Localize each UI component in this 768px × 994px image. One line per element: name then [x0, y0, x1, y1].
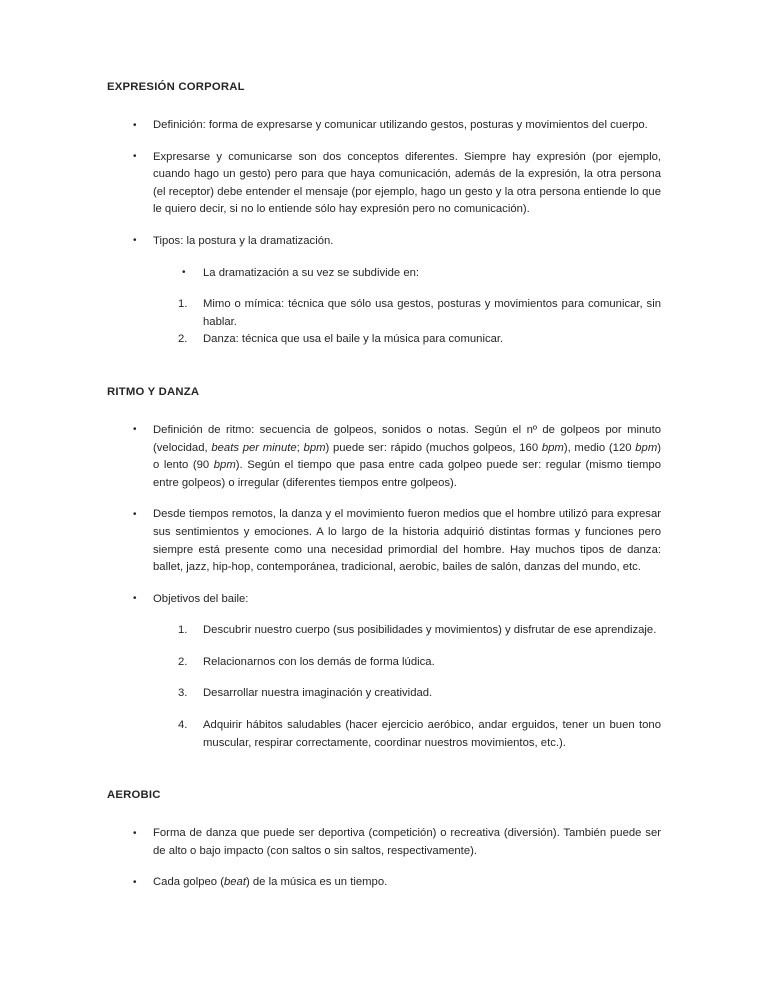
list-item: • La dramatización a su vez se subdivide en: — [107, 265, 661, 283]
list-item: Descubrir nuestro cuerpo (sus posibilidades y movimientos) y disfrutar de ese aprendizaje. — [203, 624, 657, 637]
spacer — [107, 803, 661, 825]
list-item — [107, 422, 661, 492]
ritmo-definicion-bullet-list — [107, 422, 661, 492]
spacer — [107, 492, 661, 506]
definicion-text-part: ), medio (120 — [563, 441, 636, 454]
dramatizacion-sub-bullet-list — [107, 265, 661, 283]
objetivos-numbered-list — [107, 622, 661, 752]
list-item: • Forma de danza que puede ser deportiva (competición) o recreativa (diversión). También puede ser de alto o bajo impacto (con saltos o sin saltos, respectivamente). — [107, 825, 661, 860]
spacer — [107, 577, 661, 591]
spacer — [107, 95, 661, 117]
expresion-corporal-bullet-list — [107, 117, 661, 135]
definicion-italic-bpm: bpm — [635, 441, 658, 454]
list-item: • Objetivos del baile: — [107, 591, 661, 609]
spacer — [107, 135, 661, 149]
document-body — [107, 80, 661, 892]
spacer — [107, 608, 661, 622]
definicion-text-part: ; — [296, 441, 304, 454]
dramatizacion-numbered-list — [107, 296, 661, 349]
list-item: Desarrollar nuestra imaginación y creatividad. — [203, 687, 433, 700]
spacer — [107, 400, 661, 422]
list-item — [107, 874, 661, 892]
ritmo-historia-bullet-list — [107, 506, 661, 576]
spacer — [107, 349, 661, 385]
list-item: • Desde tiempos remotos, la danza y el movimiento fueron medios que el hombre utilizó para expresar sus sentimientos y emociones. A lo largo de la historia adquirió distintas formas y funciones pero siempre está presente como una necesidad primordial del hombre. Hay muchos tipos de danza: ballet, jazz, hip-hop, contemporánea, tradicional, aerobic, bailes de salón, danzas del mundo, etc. — [107, 506, 661, 576]
definicion-text-part: ). Según el tiempo que pasa entre cada golpeo puede ser: regular (mismo tiempo entre golpeos) o irregular (diferentes tiempos entre golpeos). — [153, 459, 661, 489]
spacer — [107, 282, 661, 296]
aerobic-text-part: ) de la música es un tiempo. — [245, 876, 388, 889]
list-item: • Tipos: la postura y la dramatización. — [107, 233, 661, 251]
definicion-italic-beats-per-minute: beats per minute — [211, 441, 297, 454]
definicion-text-part: ) puede ser: rápido (muchos golpeos, 160 — [325, 441, 542, 454]
section-heading-aerobic: AEROBIC — [107, 789, 161, 802]
page-title: EXPRESIÓN CORPORAL — [107, 81, 245, 93]
list-item: Danza: técnica que usa el baile y la música para comunicar. — [203, 333, 504, 346]
aerobic-text-part: Cada golpeo ( — [153, 876, 224, 889]
definicion-text-part: Definición de ritmo: secuencia de golpeos, sonidos o notas. Según el nº de golpeos por minuto (velocidad, — [153, 423, 661, 454]
definicion-italic-bpm: bpm — [303, 441, 326, 454]
list-item: Mimo o mímica: técnica que sólo usa gestos, posturas y movimientos para comunicar, sin hablar. — [203, 298, 661, 328]
definicion-italic-bpm: bpm — [213, 459, 236, 472]
spacer — [107, 752, 661, 788]
list-item: Adquirir hábitos saludables (hacer ejercicio aeróbico, andar erguidos, tener un buen tono muscular, respirar correctamente, coordinar nuestros movimientos, etc.). — [203, 719, 661, 749]
definicion-text-part: ) o lento (90 — [153, 441, 661, 472]
expresion-corporal-bullet-list — [107, 149, 661, 219]
aerobic-bullet-list — [107, 825, 661, 860]
aerobic-italic-beat: beat — [223, 876, 246, 889]
definicion-italic-bpm: bpm — [541, 441, 564, 454]
spacer — [107, 251, 661, 265]
list-item: • Definición: forma de expresarse y comunicar utilizando gestos, posturas y movimientos del cuerpo. — [107, 117, 661, 135]
list-item: Relacionarnos con los demás de forma lúdica. — [203, 655, 435, 668]
expresion-corporal-bullet-list — [107, 233, 661, 251]
objetivos-label-bullet-list — [107, 591, 661, 609]
spacer — [107, 860, 661, 874]
spacer — [107, 219, 661, 233]
section-heading-ritmo-y-danza: RITMO Y DANZA — [107, 385, 200, 398]
aerobic-bullet-list — [107, 874, 661, 892]
list-item: • Expresarse y comunicarse son dos conceptos diferentes. Siempre hay expresión (por ejemplo, cuando hago un gesto) pero para que haya comunicación, además de la expresión, la otra persona (el receptor) debe entender el mensaje (por ejemplo, hago un gesto y la otra persona entiende lo que le quiero decir, si no lo entiende sólo hay expresión pero no comunicación). — [107, 149, 661, 219]
